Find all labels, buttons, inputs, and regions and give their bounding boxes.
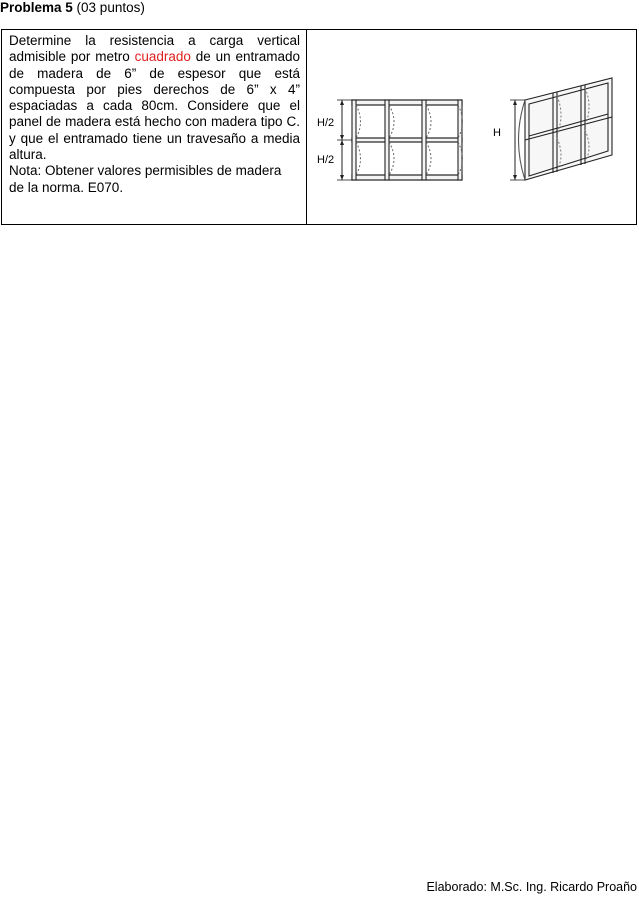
label-half-height-bottom: H/2 [317,154,335,166]
problem-points: (03 puntos) [76,0,145,15]
problem-title: Problema 5 [0,0,73,15]
problem-table [1,29,637,225]
perspective-frame [510,78,612,180]
elevation-frame [337,100,463,180]
problem-heading [0,0,145,16]
statement-part-1: Determine la resistencia a carga vertical admisible por metro [9,33,300,65]
frame-diagram [307,30,638,224]
label-height: H [493,127,501,139]
statement-highlight: cuadrado [134,49,191,65]
statement-note: Nota: Obtener valores permisibles de madera de la norma. E070. [9,163,282,195]
footer-credit: Elaborado: M.Sc. Ing. Ricardo Proaño [426,880,637,894]
label-half-height-top: H/2 [317,117,335,129]
problem-statement [2,30,306,196]
statement-cell [2,30,307,225]
frame-figure [307,30,638,224]
statement-part-2: de un entramado de madera de 6” de espesor que está compuesta por pies derechos de 6” x 4” espaciadas a cada 80cm. Considere que el panel de madera está hecho con madera tipo C. y que el entramado tiene un travesaño a media altura. [9,49,300,163]
figure-cell [307,30,637,225]
